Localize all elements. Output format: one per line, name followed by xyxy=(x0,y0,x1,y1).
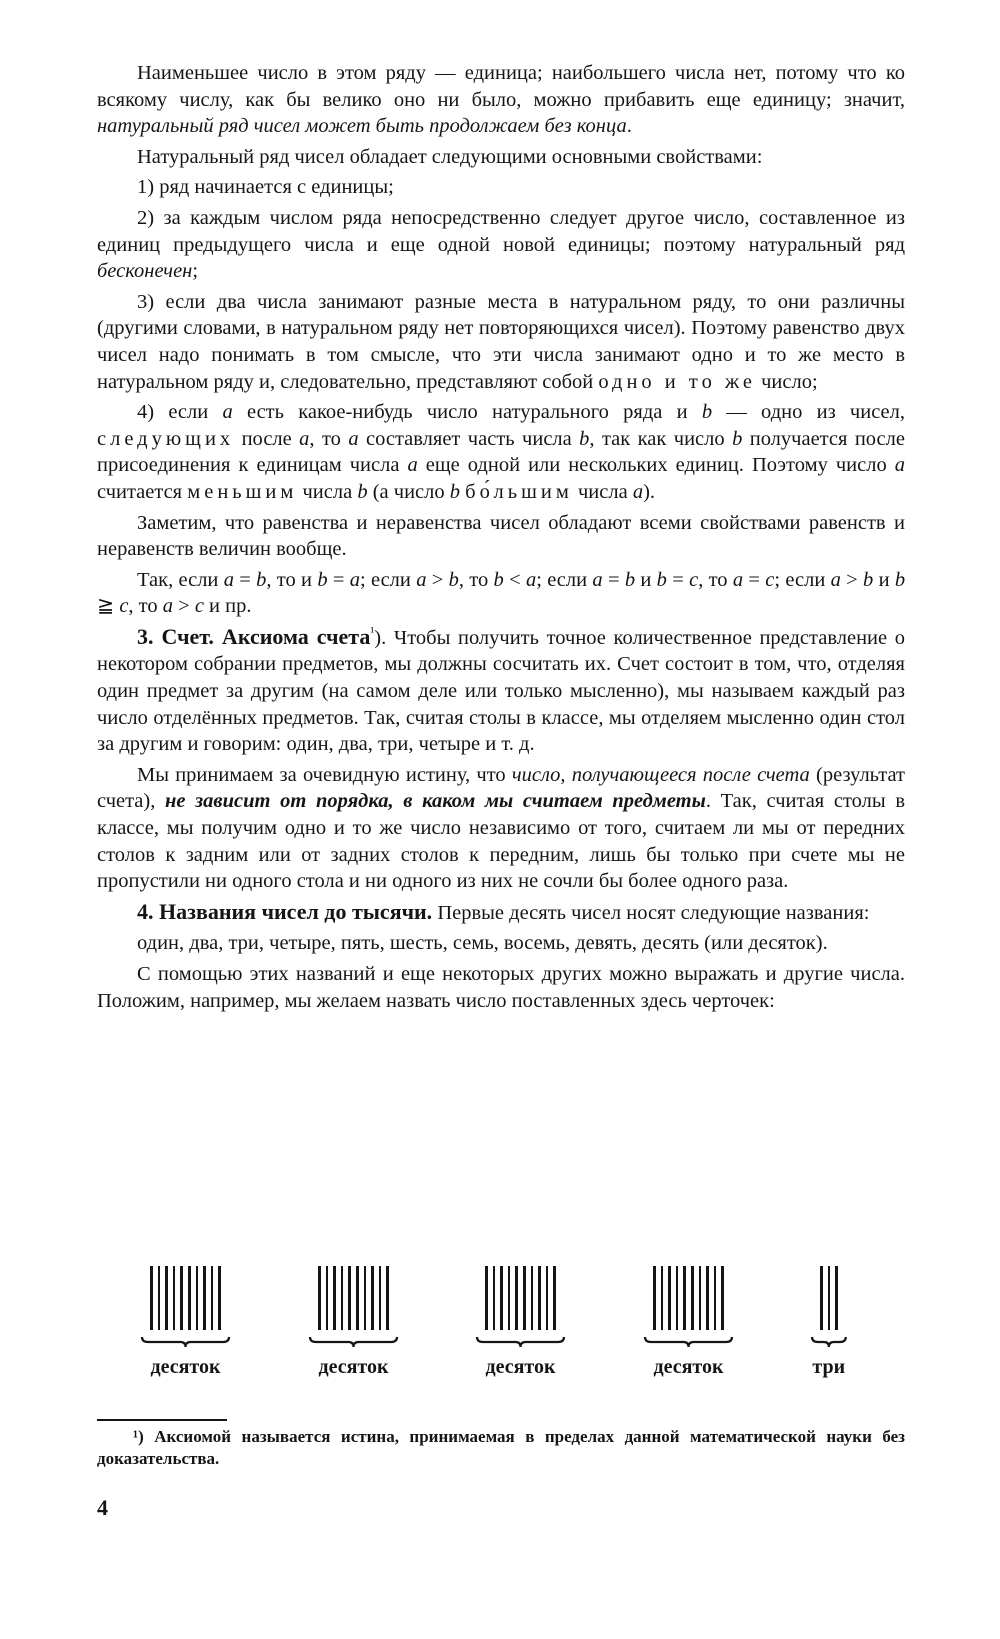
text-run: . Так, считая столы в классе, мы получим одно и то же число независимо от того, считаем ли мы от передних столов к задним или от задних столов к передним, лишь бы только при счете мы не пропустили ни одного стола и ни одного из них не сочли бы более одного раза. xyxy=(97,790,905,893)
paragraph xyxy=(97,399,905,505)
tally-stick xyxy=(211,1266,214,1330)
tally-stick xyxy=(523,1266,526,1330)
text-run: a xyxy=(830,568,841,591)
tally-sticks xyxy=(820,1266,838,1330)
text-run: b xyxy=(656,568,667,591)
text-run: числа xyxy=(572,480,633,503)
text-run: b xyxy=(448,568,459,591)
text-run: a xyxy=(349,568,360,591)
tally-sticks xyxy=(653,1266,724,1330)
text-run: числа xyxy=(297,480,358,503)
text-run: считается xyxy=(97,480,188,503)
underbrace xyxy=(140,1336,231,1348)
tally-stick xyxy=(676,1266,679,1330)
tally-label: десяток xyxy=(485,1356,556,1378)
paragraph xyxy=(97,510,905,563)
text-run: c xyxy=(765,568,775,591)
text-run: = xyxy=(233,568,257,591)
text-run: a xyxy=(525,568,537,591)
text-run: b xyxy=(863,568,874,591)
tally-stick xyxy=(173,1266,176,1330)
text-run: < xyxy=(503,568,526,591)
text-run: c xyxy=(194,595,204,618)
text-run: b xyxy=(624,568,636,591)
text-run: следующих xyxy=(97,427,235,450)
text-run: ; xyxy=(192,260,199,283)
text-run: (результат счета), xyxy=(97,763,905,813)
text-run: a xyxy=(407,454,418,477)
paragraph xyxy=(97,174,905,201)
paragraph xyxy=(97,205,905,285)
tally-stick xyxy=(699,1266,702,1330)
tally-stick xyxy=(828,1266,831,1330)
paragraph xyxy=(97,567,905,620)
tally-stick xyxy=(683,1266,686,1330)
page-number: 4 xyxy=(97,1495,108,1520)
text-run: 2) за каждым числом ряда непосредственно следует другое число, составленное из единиц предыдущего числа и еще одной новой единицы; поэтому натуральный ряд xyxy=(97,206,905,256)
tally-stick xyxy=(500,1266,503,1330)
text-run: есть какое-нибудь число натурального ряда и xyxy=(232,401,702,424)
text-run: b xyxy=(493,568,504,591)
text-run: , так как число xyxy=(589,427,733,450)
tally-stick xyxy=(553,1266,556,1330)
tally-stick xyxy=(348,1266,351,1330)
text-run: и xyxy=(873,568,895,591)
tally-stick xyxy=(721,1266,724,1330)
tally-stick xyxy=(508,1266,511,1330)
text-run: = xyxy=(327,568,350,591)
tally-stick xyxy=(820,1266,823,1330)
tally-label: три xyxy=(812,1356,846,1378)
tally-stick xyxy=(326,1266,329,1330)
text-run: 1) ряд начинается с единицы; xyxy=(137,176,394,199)
footnote-text: ) Аксиомой называется истина, принимаемая в пределах данной математической науки без доказательства. xyxy=(97,1427,905,1468)
tally-stick xyxy=(203,1266,206,1330)
paragraph xyxy=(97,144,905,171)
tally-stick xyxy=(318,1266,321,1330)
tally-stick xyxy=(150,1266,153,1330)
paragraph xyxy=(97,762,905,895)
text-run: ≧ xyxy=(97,595,120,618)
text-run: ). Чтобы получить точное количественное представление о некотором собрании предметов, мы должны сосчитать их. Счет состоит в том, что, отделяя один предмет за другим (на самом деле или только мысленно), мы называем каждый раз число отделённых предметов. Так, считая столы в классе, мы отделяем мысленно один стол за другим и говорим: один, два, три, четыре и т. д. xyxy=(97,626,905,756)
footnote-rule xyxy=(97,1419,227,1421)
text-run: ; если xyxy=(536,568,593,591)
text-run: a xyxy=(223,568,234,591)
paragraph xyxy=(97,289,905,395)
text-run: , то и xyxy=(266,568,318,591)
text-run: a xyxy=(348,427,359,450)
text-run: один, два, три, четыре, пять, шесть, семь, восемь, девять, десять (или десяток). xyxy=(137,932,828,955)
text-run: (а число xyxy=(367,480,450,503)
text-run: 3) если два числа занимают разные места в натуральном ряду, то они различны (другими словами, в натуральном ряду нет повторяющихся чисел). Поэтому равенство двух чисел надо понимать в том смысле, что эти числа занимают одно и то же место в натуральном ряду и, следовательно, представляют собой xyxy=(97,290,905,393)
text-run: ; если xyxy=(359,568,417,591)
paragraph xyxy=(97,60,905,140)
text-run: бо́льшим xyxy=(465,480,573,503)
text-run: a xyxy=(592,568,603,591)
text-run: = xyxy=(666,568,690,591)
paragraph xyxy=(97,899,905,927)
tally-figure xyxy=(140,1256,860,1406)
text-run: С помощью этих названий и еще некоторых других можно выражать и другие числа. Положим, например, мы желаем назвать число поставленных здесь черточек: xyxy=(97,963,905,1012)
tally-label: десяток xyxy=(150,1356,221,1378)
text-run: b xyxy=(894,568,906,591)
text-run: Так, если xyxy=(137,568,224,591)
text-run: , то xyxy=(309,427,349,450)
text-run: > xyxy=(173,595,195,618)
footnote xyxy=(97,1426,905,1470)
text-run: , то xyxy=(128,595,163,618)
text-run: c xyxy=(689,568,699,591)
text-run: меньшим xyxy=(187,480,298,503)
tally-stick xyxy=(538,1266,541,1330)
text-run: бесконечен xyxy=(97,260,193,283)
tally-stick xyxy=(691,1266,694,1330)
tally-stick xyxy=(218,1266,221,1330)
section-heading: 3. Счет. Аксиома счета xyxy=(137,623,371,649)
text-run: еще одной или нескольких единиц. Поэтому число xyxy=(417,454,895,477)
tally-stick xyxy=(531,1266,534,1330)
text-run: b xyxy=(732,427,743,450)
underbrace xyxy=(475,1336,566,1348)
text-run: — одно из чисел, xyxy=(712,401,905,424)
paragraph xyxy=(97,624,905,758)
text-run: после xyxy=(234,427,300,450)
text-run: a xyxy=(299,427,310,450)
tally-stick xyxy=(379,1266,382,1330)
tally-stick xyxy=(515,1266,518,1330)
text-run: , то xyxy=(698,568,733,591)
tally-stick xyxy=(706,1266,709,1330)
tally-stick xyxy=(371,1266,374,1330)
text-run: a xyxy=(416,568,427,591)
tally-stick xyxy=(653,1266,656,1330)
text-run: Наименьшее число в этом ряду — единица; наибольшего числа нет, потому что ко всякому числу, как бы велико оно ни было, можно прибавить еще единицу; значит, xyxy=(97,62,905,111)
tally-stick xyxy=(485,1266,488,1330)
tally-sticks xyxy=(485,1266,556,1330)
tally-stick xyxy=(165,1266,168,1330)
text-run: b xyxy=(701,401,713,424)
text-run: . xyxy=(626,115,632,138)
text-run: не зависит от порядка, в каком мы считаем предметы xyxy=(165,790,706,813)
text-run: и пр. xyxy=(203,595,252,618)
tally-stick xyxy=(333,1266,336,1330)
text-run: 4) если xyxy=(137,401,223,424)
paragraph xyxy=(97,961,905,1014)
underbrace xyxy=(308,1336,399,1348)
tally-label: десяток xyxy=(653,1356,724,1378)
tally-stick xyxy=(386,1266,389,1330)
tally-sticks xyxy=(318,1266,389,1330)
text-run: = xyxy=(743,568,766,591)
text-run: b xyxy=(357,480,368,503)
tally-stick xyxy=(341,1266,344,1330)
text-run: Натуральный ряд чисел обладает следующими основными свойствами: xyxy=(137,145,763,168)
text-run: ; если xyxy=(774,568,831,591)
tally-stick xyxy=(714,1266,717,1330)
tally-sticks xyxy=(150,1266,221,1330)
tally-stick xyxy=(188,1266,191,1330)
underbrace xyxy=(810,1336,848,1348)
text-run: = xyxy=(602,568,625,591)
tally-stick xyxy=(180,1266,183,1330)
section-heading: 4. Названия чисел до тысячи. xyxy=(137,898,433,924)
text-run: a xyxy=(894,454,905,477)
tally-stick xyxy=(546,1266,549,1330)
page-body xyxy=(97,60,905,1014)
text-run: Мы принимаем за очевидную истину, что xyxy=(137,763,512,786)
text-run: , то xyxy=(458,568,494,591)
text-run: Заметим, что равенства и неравенства чисел обладают всеми свойствами равенств и неравенств величин вообще. xyxy=(97,511,905,561)
text-run: b xyxy=(579,427,590,450)
tally-stick xyxy=(661,1266,664,1330)
text-run: > xyxy=(426,568,449,591)
text-run: c xyxy=(119,595,129,618)
tally-stick xyxy=(158,1266,161,1330)
paragraph xyxy=(97,930,905,957)
text-run: число; xyxy=(755,370,818,393)
text-run: одно и то же xyxy=(598,370,756,393)
text-run: натуральный ряд чисел может быть продолжаем без конца xyxy=(97,115,627,138)
tally-stick xyxy=(364,1266,367,1330)
tally-stick xyxy=(668,1266,671,1330)
text-run: a xyxy=(162,595,173,618)
text-run: число, получающееся после счета xyxy=(511,763,810,786)
text-run: > xyxy=(840,568,864,591)
text-run: b xyxy=(256,568,267,591)
text-run: b xyxy=(449,480,461,503)
tally-stick xyxy=(835,1266,838,1330)
text-run: ¹ xyxy=(370,624,375,640)
tally-stick xyxy=(356,1266,359,1330)
tally-stick xyxy=(196,1266,199,1330)
text-run: a xyxy=(632,480,644,503)
text-run: ). xyxy=(643,480,656,503)
text-run: Первые десять чисел носят следующие названия: xyxy=(432,901,870,924)
text-run: и xyxy=(635,568,657,591)
tally-stick xyxy=(493,1266,496,1330)
text-run: a xyxy=(732,568,744,591)
text-run: получается после присоединения к единицам числа xyxy=(97,427,905,477)
text-run: составляет часть числа xyxy=(358,427,580,450)
text-run: a xyxy=(222,401,233,424)
text-run: b xyxy=(317,568,328,591)
footnote-mark: ¹ xyxy=(133,1427,139,1446)
tally-label: десяток xyxy=(318,1356,389,1378)
underbrace xyxy=(643,1336,734,1348)
